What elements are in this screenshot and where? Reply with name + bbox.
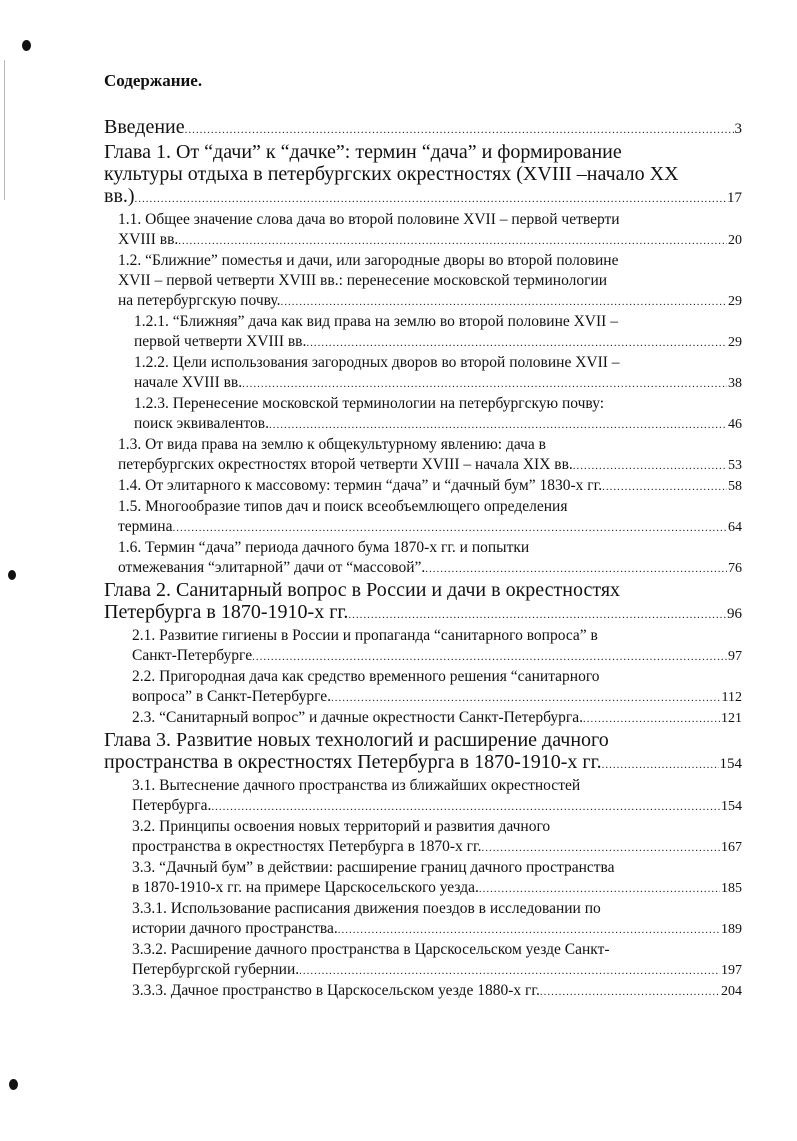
toc-entry-last-line (132, 687, 742, 708)
scan-mark (8, 570, 16, 580)
page-number: 29 (728, 294, 742, 309)
toc-entry-last-line (132, 796, 742, 817)
page-title: Содержание. (104, 71, 203, 90)
toc-entry-text: 2.3. “Санитарный вопрос” и дачные окрестности Санкт-Петербурга. (132, 709, 583, 726)
toc-entry-last-line (132, 878, 742, 899)
page-number: 3 (734, 121, 742, 137)
toc-entry-line: культуры отдыха в петербургских окрестностях (XVIII –начало XX (104, 163, 679, 185)
dot-leader (299, 961, 720, 981)
dot-leader (242, 374, 727, 394)
toc-entry-line: 2.1. Развитие гигиены в России и пропаганда “санитарного вопроса” в (132, 627, 598, 644)
toc-entry-line: 1.3. От вида права на землю к общекультурному явлению: дача в (118, 436, 546, 453)
toc-entry-last-line (132, 646, 742, 667)
toc-entry-text: в 1870-1910-х гг. на примере Царскосельского уезда. (132, 879, 479, 896)
dot-leader (306, 333, 727, 353)
toc-entry-line: Глава 1. От “дачи” к “дачке”: термин “дача” и формирование (104, 141, 622, 163)
page-number: 154 (721, 799, 742, 814)
toc-entry-text: на петербургскую почву. (118, 292, 281, 309)
dot-leader (211, 797, 720, 817)
toc-entry-last-line (132, 708, 742, 729)
toc-entry-line: 3.2. Принципы освоения новых территорий и развития дачного (132, 818, 551, 835)
page-number: 121 (721, 711, 742, 726)
toc-entry-last-line (118, 476, 742, 497)
page-number: 167 (721, 840, 742, 855)
toc-entry[interactable] (104, 141, 742, 210)
toc-entry-last-line (132, 960, 742, 981)
toc-entry-last-line (118, 558, 742, 579)
toc-entry-text: истории дачного пространства. (132, 920, 338, 937)
toc-entry[interactable] (132, 858, 742, 899)
toc-entry-line: 1.6. Термин “дача” периода дачного бума 1870-х гг. и попытки (118, 539, 530, 556)
scan-mark (22, 40, 31, 51)
toc-entry-line: 1.2. “Ближние” поместья и дачи, или загородные дворы во второй половине (118, 252, 619, 269)
toc-entry-last-line (132, 837, 742, 858)
toc-entry-text: Петербургской губернии. (132, 961, 300, 978)
dot-leader (178, 231, 727, 251)
toc-entry-text: начале XVIII вв. (134, 374, 243, 391)
toc-entry-text: Санкт-Петербурге (132, 647, 253, 664)
toc-entry-last-line (104, 185, 742, 210)
page-number: 17 (727, 190, 742, 206)
toc-entry[interactable] (132, 899, 742, 940)
page-number: 97 (728, 649, 742, 664)
toc-entry-line: XVII – первой четверти XVIII вв.: перенесение московской терминологии (118, 272, 608, 289)
dot-leader (269, 415, 727, 435)
toc-entry[interactable] (132, 940, 742, 981)
toc-entry[interactable] (118, 476, 742, 497)
dot-leader (573, 456, 727, 476)
toc-entry-line: 3.1. Вытеснение дачного пространства из ближайших окрестностей (132, 777, 581, 794)
toc-entry-line: 1.2.2. Цели использования загородных дворов во второй половине XVII – (134, 354, 620, 371)
page-number: 29 (728, 335, 742, 350)
dot-leader (481, 838, 720, 858)
toc-entry[interactable] (134, 394, 742, 435)
toc-entry[interactable] (134, 353, 742, 394)
toc-entry-last-line (134, 414, 742, 435)
toc-entry-text: пространства в окрестностях Петербурга в 1870-1910-х гг. (104, 751, 602, 773)
dot-leader (172, 518, 727, 538)
dot-leader (185, 119, 734, 141)
toc-entry-last-line (118, 455, 742, 476)
dot-leader (338, 920, 720, 940)
toc-entry[interactable] (118, 538, 742, 579)
toc-entry[interactable] (132, 667, 742, 708)
toc-entry[interactable] (132, 708, 742, 729)
toc-entry-line: Глава 2. Санитарный вопрос в России и дачи в окрестностях (104, 579, 621, 601)
toc-entry[interactable] (132, 776, 742, 817)
toc-entry-text: первой четверти XVIII вв. (134, 333, 307, 350)
toc-entry-text: 1.4. От элитарного к массовому: термин “дача” и “дачный бум” 1830-х гг. (118, 477, 603, 494)
page-number: 38 (728, 376, 742, 391)
toc-entry-last-line (132, 919, 742, 940)
toc-entry[interactable] (118, 210, 742, 251)
toc-entry-line: 3.3.2. Расширение дачного пространства в Царскосельском уезде Санкт- (132, 941, 610, 958)
toc-entry[interactable] (104, 729, 742, 776)
toc-entry-line: 1.5. Многообразие типов дач и поиск всеобъемлющего определения (118, 498, 568, 515)
toc-entry-text: Петербурга. (132, 797, 212, 814)
toc-entry-text: Петербурга в 1870-1910-х гг. (104, 601, 349, 623)
page-number: 53 (728, 458, 742, 473)
dot-leader (540, 982, 720, 1002)
toc-entry[interactable] (104, 116, 742, 141)
toc-entry-text: поиск эквивалентов. (134, 415, 269, 432)
toc-entry[interactable] (132, 626, 742, 667)
toc-entry[interactable] (118, 251, 742, 312)
page-number: 185 (721, 881, 742, 896)
toc-entry-text: XVIII вв. (118, 231, 179, 248)
toc-entry[interactable] (118, 435, 742, 476)
toc-entry-last-line (134, 373, 742, 394)
dot-leader (348, 604, 726, 626)
toc-entry[interactable] (134, 312, 742, 353)
scan-edge-line (4, 60, 5, 200)
toc-entry-last-line (118, 291, 742, 312)
toc-entry-last-line (118, 230, 742, 251)
page-number: 112 (721, 690, 742, 705)
dot-leader (602, 754, 719, 776)
page-number: 46 (728, 417, 742, 432)
dot-leader (331, 688, 721, 708)
toc-entry-last-line (132, 981, 742, 1002)
page-number: 20 (728, 233, 742, 248)
page-number: 204 (721, 984, 742, 999)
toc-entry[interactable] (118, 497, 742, 538)
toc-entry-line: 1.2.1. “Ближняя” дача как вид права на землю во второй половине XVII – (134, 313, 618, 330)
dot-leader (252, 647, 727, 667)
toc-entry-text: вв.) (104, 185, 135, 207)
toc-entry-last-line (104, 601, 742, 626)
toc-entry-last-line (134, 332, 742, 353)
scan-mark (9, 1079, 18, 1090)
page-number: 154 (719, 756, 742, 772)
page-number: 76 (728, 561, 742, 576)
toc-entry-line: Глава 3. Развитие новых технологий и расширение дачного (104, 729, 609, 751)
toc-entry-line: 2.2. Пригородная дача как средство временного решения “санитарного (132, 668, 600, 685)
dot-leader (583, 709, 720, 729)
toc-entry[interactable] (132, 817, 742, 858)
toc-entry[interactable] (132, 981, 742, 1002)
toc-entry-line: 3.3.1. Использование расписания движения поездов в исследовании по (132, 900, 601, 917)
toc-entry[interactable] (104, 579, 742, 626)
toc-entry-text: петербургских окрестностях второй четверти XVIII – начала XIX вв. (118, 456, 573, 473)
dot-leader (135, 188, 726, 210)
toc-entry-text: пространства в окрестностях Петербурга в 1870-х гг. (132, 838, 482, 855)
toc-entry-last-line (104, 751, 742, 776)
toc-entry-last-line (118, 517, 742, 538)
toc-entry-text: 3.3.3. Дачное пространство в Царскосельском уезде 1880-х гг. (132, 982, 540, 999)
toc-entry-text: термина (118, 518, 173, 535)
toc-entry-text: отмежевания “элитарной” дачи от “массовой”. (118, 559, 426, 576)
dot-leader (425, 559, 727, 579)
dot-leader (602, 477, 727, 497)
page-number: 189 (721, 922, 742, 937)
toc-entry-text: Введение (104, 116, 185, 138)
page-number: 197 (721, 963, 742, 978)
dot-leader (479, 879, 720, 899)
toc-entry-text: вопроса” в Санкт-Петербурге. (132, 688, 331, 705)
toc-entry-last-line (104, 116, 742, 141)
page-number: 58 (728, 479, 742, 494)
toc-entry-line: 3.3. “Дачный бум” в действии: расширение границ дачного пространства (132, 859, 615, 876)
table-of-contents (104, 116, 742, 1002)
page-number: 96 (727, 606, 742, 622)
toc-entry-line: 1.2.3. Перенесение московской терминологии на петербургскую почву: (134, 395, 605, 412)
toc-entry-line: 1.1. Общее значение слова дача во второй половине XVII – первой четверти (118, 211, 620, 228)
page-number: 64 (728, 520, 742, 535)
dot-leader (280, 292, 727, 312)
